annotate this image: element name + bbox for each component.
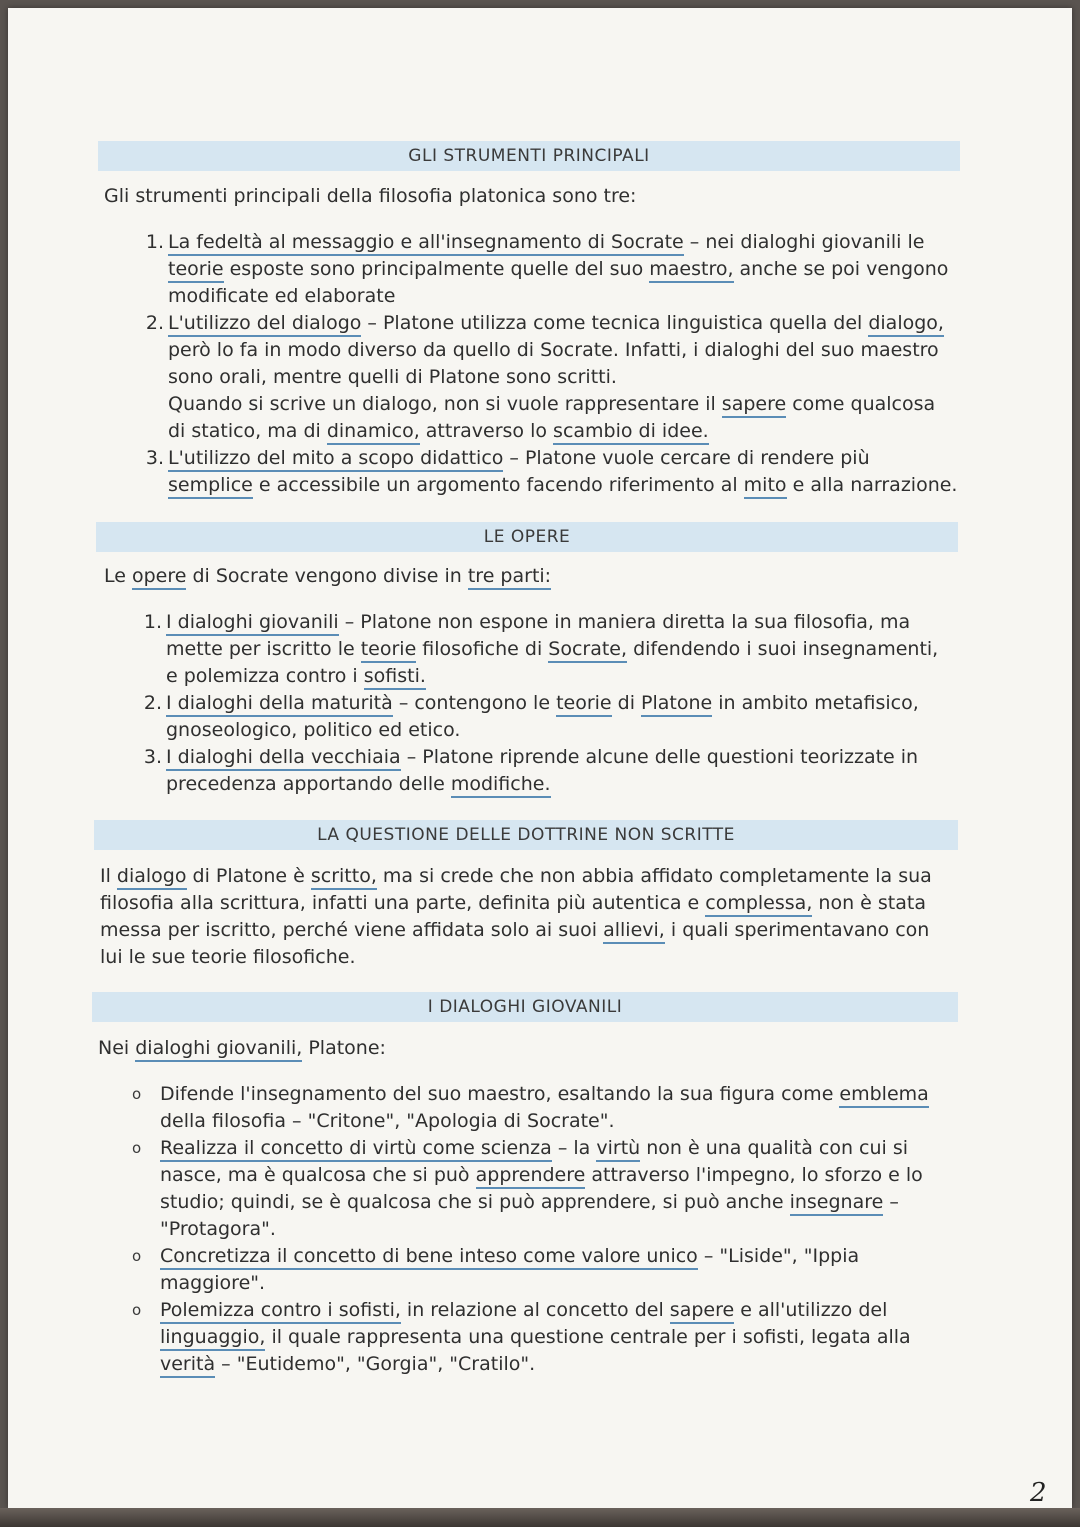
list-number: 1.	[143, 611, 162, 633]
section-heading-strumenti: GLI STRUMENTI PRINCIPALI	[98, 141, 960, 171]
section-heading-dialoghi-giovanili: I DIALOGHI GIOVANILI	[92, 992, 958, 1022]
underlined-term: teorie	[556, 692, 612, 717]
section-heading-dottrine: LA QUESTIONE DELLE DOTTRINE NON SCRITTE	[94, 820, 958, 850]
list-number: 3.	[145, 447, 164, 469]
underlined-term: complessa,	[705, 892, 812, 917]
underlined-term: teorie	[168, 258, 224, 283]
paragraph-dottrine	[100, 863, 950, 971]
underlined-term: modifiche.	[451, 773, 551, 798]
underlined-term: Socrate,	[548, 638, 627, 663]
list-number: 2.	[143, 692, 162, 714]
underlined-term: dialogo	[117, 865, 187, 890]
list-opere	[143, 609, 946, 798]
underlined-term: sofisti.	[364, 665, 426, 690]
list-item	[143, 690, 946, 744]
text-run: difendendo i suoi insegnamenti, e polemizza contro i	[166, 638, 939, 687]
underlined-term: I dialoghi giovanili	[166, 611, 339, 636]
underlined-term: dialoghi giovanili,	[135, 1037, 302, 1062]
list-strumenti	[145, 229, 958, 499]
underlined-term: dialogo,	[868, 312, 944, 337]
list-item	[132, 1243, 940, 1297]
list-dialoghi-giovanili	[132, 1081, 940, 1378]
text-run: della filosofia – "Critone", "Apologia di Socrate".	[160, 1110, 615, 1132]
underlined-term: emblema	[839, 1083, 928, 1108]
text-run: anche se poi vengono modificate ed elaborate	[168, 258, 949, 307]
section-heading-opere: LE OPERE	[96, 522, 958, 552]
text-run: però lo fa in modo diverso da quello di Socrate. Infatti, i dialoghi del suo maestro sono orali, mentre quelli di Platone sono scritti.	[168, 339, 939, 388]
text-run: Platone:	[302, 1037, 386, 1059]
underlined-term: teorie	[361, 638, 417, 663]
underlined-term: scambio di idee.	[553, 420, 709, 445]
list-item	[143, 744, 946, 798]
section-intro-strumenti: Gli strumenti principali della filosofia platonica sono tre:	[104, 185, 637, 207]
underlined-term: Concretizza il concetto di bene inteso come valore unico	[160, 1245, 698, 1270]
underlined-term: Realizza il concetto di virtù come scienza	[160, 1137, 552, 1162]
bullet-icon: o	[132, 1301, 142, 1319]
text-run: ma si crede che non abbia affidato completamente la sua filosofia alla scrittura, infatti una parte, definita più autentica e	[100, 865, 932, 914]
list-item	[132, 1297, 940, 1378]
section-intro-dialoghi-giovanili	[98, 1035, 958, 1061]
text-run: – Platone vuole cercare di rendere più	[503, 447, 870, 469]
underlined-term: scritto,	[311, 865, 377, 890]
text-run: di Platone è	[186, 865, 311, 887]
list-number: 3.	[143, 746, 162, 768]
underlined-term: sapere	[670, 1299, 734, 1324]
text-run: in ambito metafisico, gnoseologico, politico ed etico.	[166, 692, 919, 741]
list-item	[143, 609, 946, 690]
underlined-term: Polemizza contro i sofisti,	[160, 1299, 401, 1324]
text-run: e all'utilizzo del	[734, 1299, 888, 1321]
text-run: di Socrate vengono divise in	[186, 565, 468, 587]
text-run: in relazione al concetto del	[400, 1299, 670, 1321]
list-item	[145, 310, 958, 445]
list-item	[145, 445, 958, 499]
text-run: attraverso lo	[419, 420, 554, 442]
text-run: – Platone riprende alcune delle questioni teorizzate in precedenza apportando delle	[166, 746, 919, 795]
list-item	[132, 1135, 940, 1243]
text-run: attraverso l'impegno, lo sforzo e lo studio; quindi, se è qualcosa che si può apprendere, si può anche	[160, 1164, 923, 1213]
list-item	[145, 229, 958, 310]
underlined-term: allievi,	[603, 919, 665, 944]
text-run: di	[611, 692, 642, 714]
underlined-term: verità	[160, 1353, 215, 1378]
list-item	[132, 1081, 940, 1135]
text-run: – Platone utilizza come tecnica linguistica quella del	[361, 312, 869, 334]
page-number: 2	[1030, 1478, 1047, 1508]
text-run: Le	[104, 565, 132, 587]
bullet-icon: o	[132, 1085, 142, 1103]
underlined-term: L'utilizzo del dialogo	[168, 312, 361, 337]
text-run: come qualcosa di statico, ma di	[168, 393, 936, 442]
text-run: Il	[100, 865, 117, 887]
underlined-term: tre parti:	[468, 565, 551, 590]
underlined-term: Platone	[641, 692, 712, 717]
underlined-term: I dialoghi della maturità	[166, 692, 393, 717]
section-intro-opere	[104, 563, 964, 589]
page-shadow	[0, 1508, 1080, 1527]
text-run: il quale rappresenta una questione centrale per i sofisti, legata alla	[265, 1326, 911, 1348]
list-number: 1.	[145, 231, 164, 253]
underlined-term: virtù	[596, 1137, 640, 1162]
text-run: non è una qualità con cui si nasce, ma è qualcosa che si può	[160, 1137, 909, 1186]
underlined-term: I dialoghi della vecchiaia	[166, 746, 401, 771]
text-run: esposte sono principalmente quelle del suo	[223, 258, 650, 280]
underlined-term: semplice	[168, 474, 253, 499]
text-run: – "Eutidemo", "Gorgia", "Cratilo".	[215, 1353, 536, 1375]
underlined-term: opere	[132, 565, 186, 590]
underlined-term: sapere	[722, 393, 786, 418]
bullet-icon: o	[132, 1139, 142, 1157]
text-run: – Platone non espone in maniera diretta la sua filosofia, ma mette per iscritto le	[166, 611, 911, 660]
text-run: – "Liside", "Ippia maggiore".	[160, 1245, 860, 1294]
text-run: – contengono le	[392, 692, 557, 714]
underlined-term: mito	[744, 474, 787, 499]
underlined-term: La fedeltà al messaggio e all'insegnamento di Socrate	[168, 231, 684, 256]
underlined-term: dinamico,	[327, 420, 420, 445]
text-run: filosofiche di	[416, 638, 549, 660]
text-run: i quali sperimentavano con lui le sue teorie filosofiche.	[100, 919, 930, 968]
list-number: 2.	[145, 312, 164, 334]
text-run: Difende l'insegnamento del suo maestro, esaltando la sua figura come	[160, 1083, 840, 1105]
underlined-term: L'utilizzo del mito a scopo didattico	[168, 447, 503, 472]
text-run: non è stata messa per iscritto, perché viene affidata solo ai suoi	[100, 892, 926, 941]
text-run: Quando si scrive un dialogo, non si vuole rappresentare il	[168, 393, 722, 415]
text-run: – nei dialoghi giovanili le	[683, 231, 925, 253]
text-run: e alla narrazione.	[786, 474, 958, 496]
underlined-term: maestro,	[649, 258, 733, 283]
underlined-term: insegnare	[790, 1191, 884, 1216]
text-run: – la	[551, 1137, 597, 1159]
text-run: e accessibile un argomento facendo riferimento al	[252, 474, 744, 496]
underlined-term: linguaggio,	[160, 1326, 265, 1351]
text-run: – "Protagora".	[160, 1191, 899, 1240]
text-run: Nei	[98, 1037, 136, 1059]
underlined-term: apprendere	[476, 1164, 586, 1189]
bullet-icon: o	[132, 1247, 142, 1265]
